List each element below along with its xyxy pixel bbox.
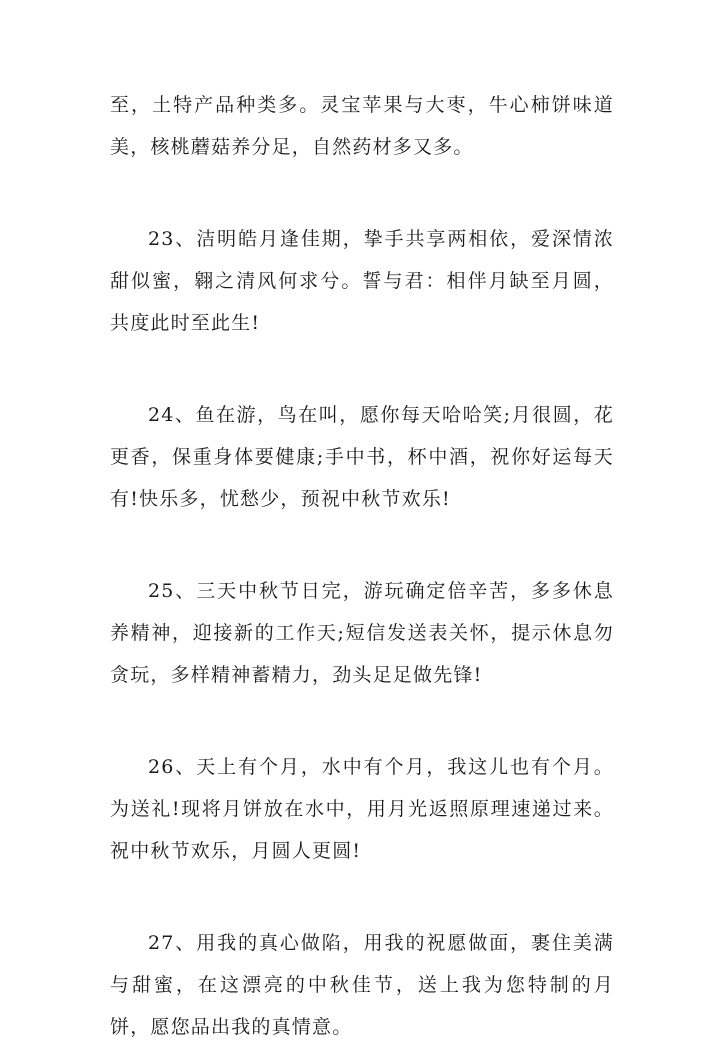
paragraph-23: 23、洁明皓月逢佳期，挚手共享两相依，爱深情浓甜似蜜，翱之清风何求兮。誓与君：相伴月缺至月圆，共度此时至此生! (110, 228, 614, 334)
paragraph-26: 26、天上有个月，水中有个月，我这儿也有个月。为送礼!现将月饼放在水中，用月光返照原理速递过来。祝中秋节欢乐，月圆人更圆! (110, 756, 614, 862)
paragraph-25: 25、三天中秋节日完，游玩确定倍辛苦，多多休息养精神，迎接新的工作天;短信发送表关怀，提示休息勿贪玩，多样精神蓄精力，劲头足足做先锋! (110, 580, 614, 686)
paragraph-24: 24、鱼在游，鸟在叫，愿你每天哈哈笑;月很圆，花更香，保重身体要健康;手中书，杯中酒，祝你好运每天有!快乐多，忧愁少，预祝中秋节欢乐! (110, 404, 614, 510)
document-page (110, 0, 614, 1048)
paragraph-continuation: 至，土特产品种类多。灵宝苹果与大枣，牛心柿饼味道美，核桃蘑菇养分足，自然药材多又多。 (110, 94, 614, 158)
paragraph-27: 27、用我的真心做陷，用我的祝愿做面，裹住美满与甜蜜，在这漂亮的中秋佳节，送上我为您特制的月饼，愿您品出我的真情意。 (110, 932, 614, 1038)
